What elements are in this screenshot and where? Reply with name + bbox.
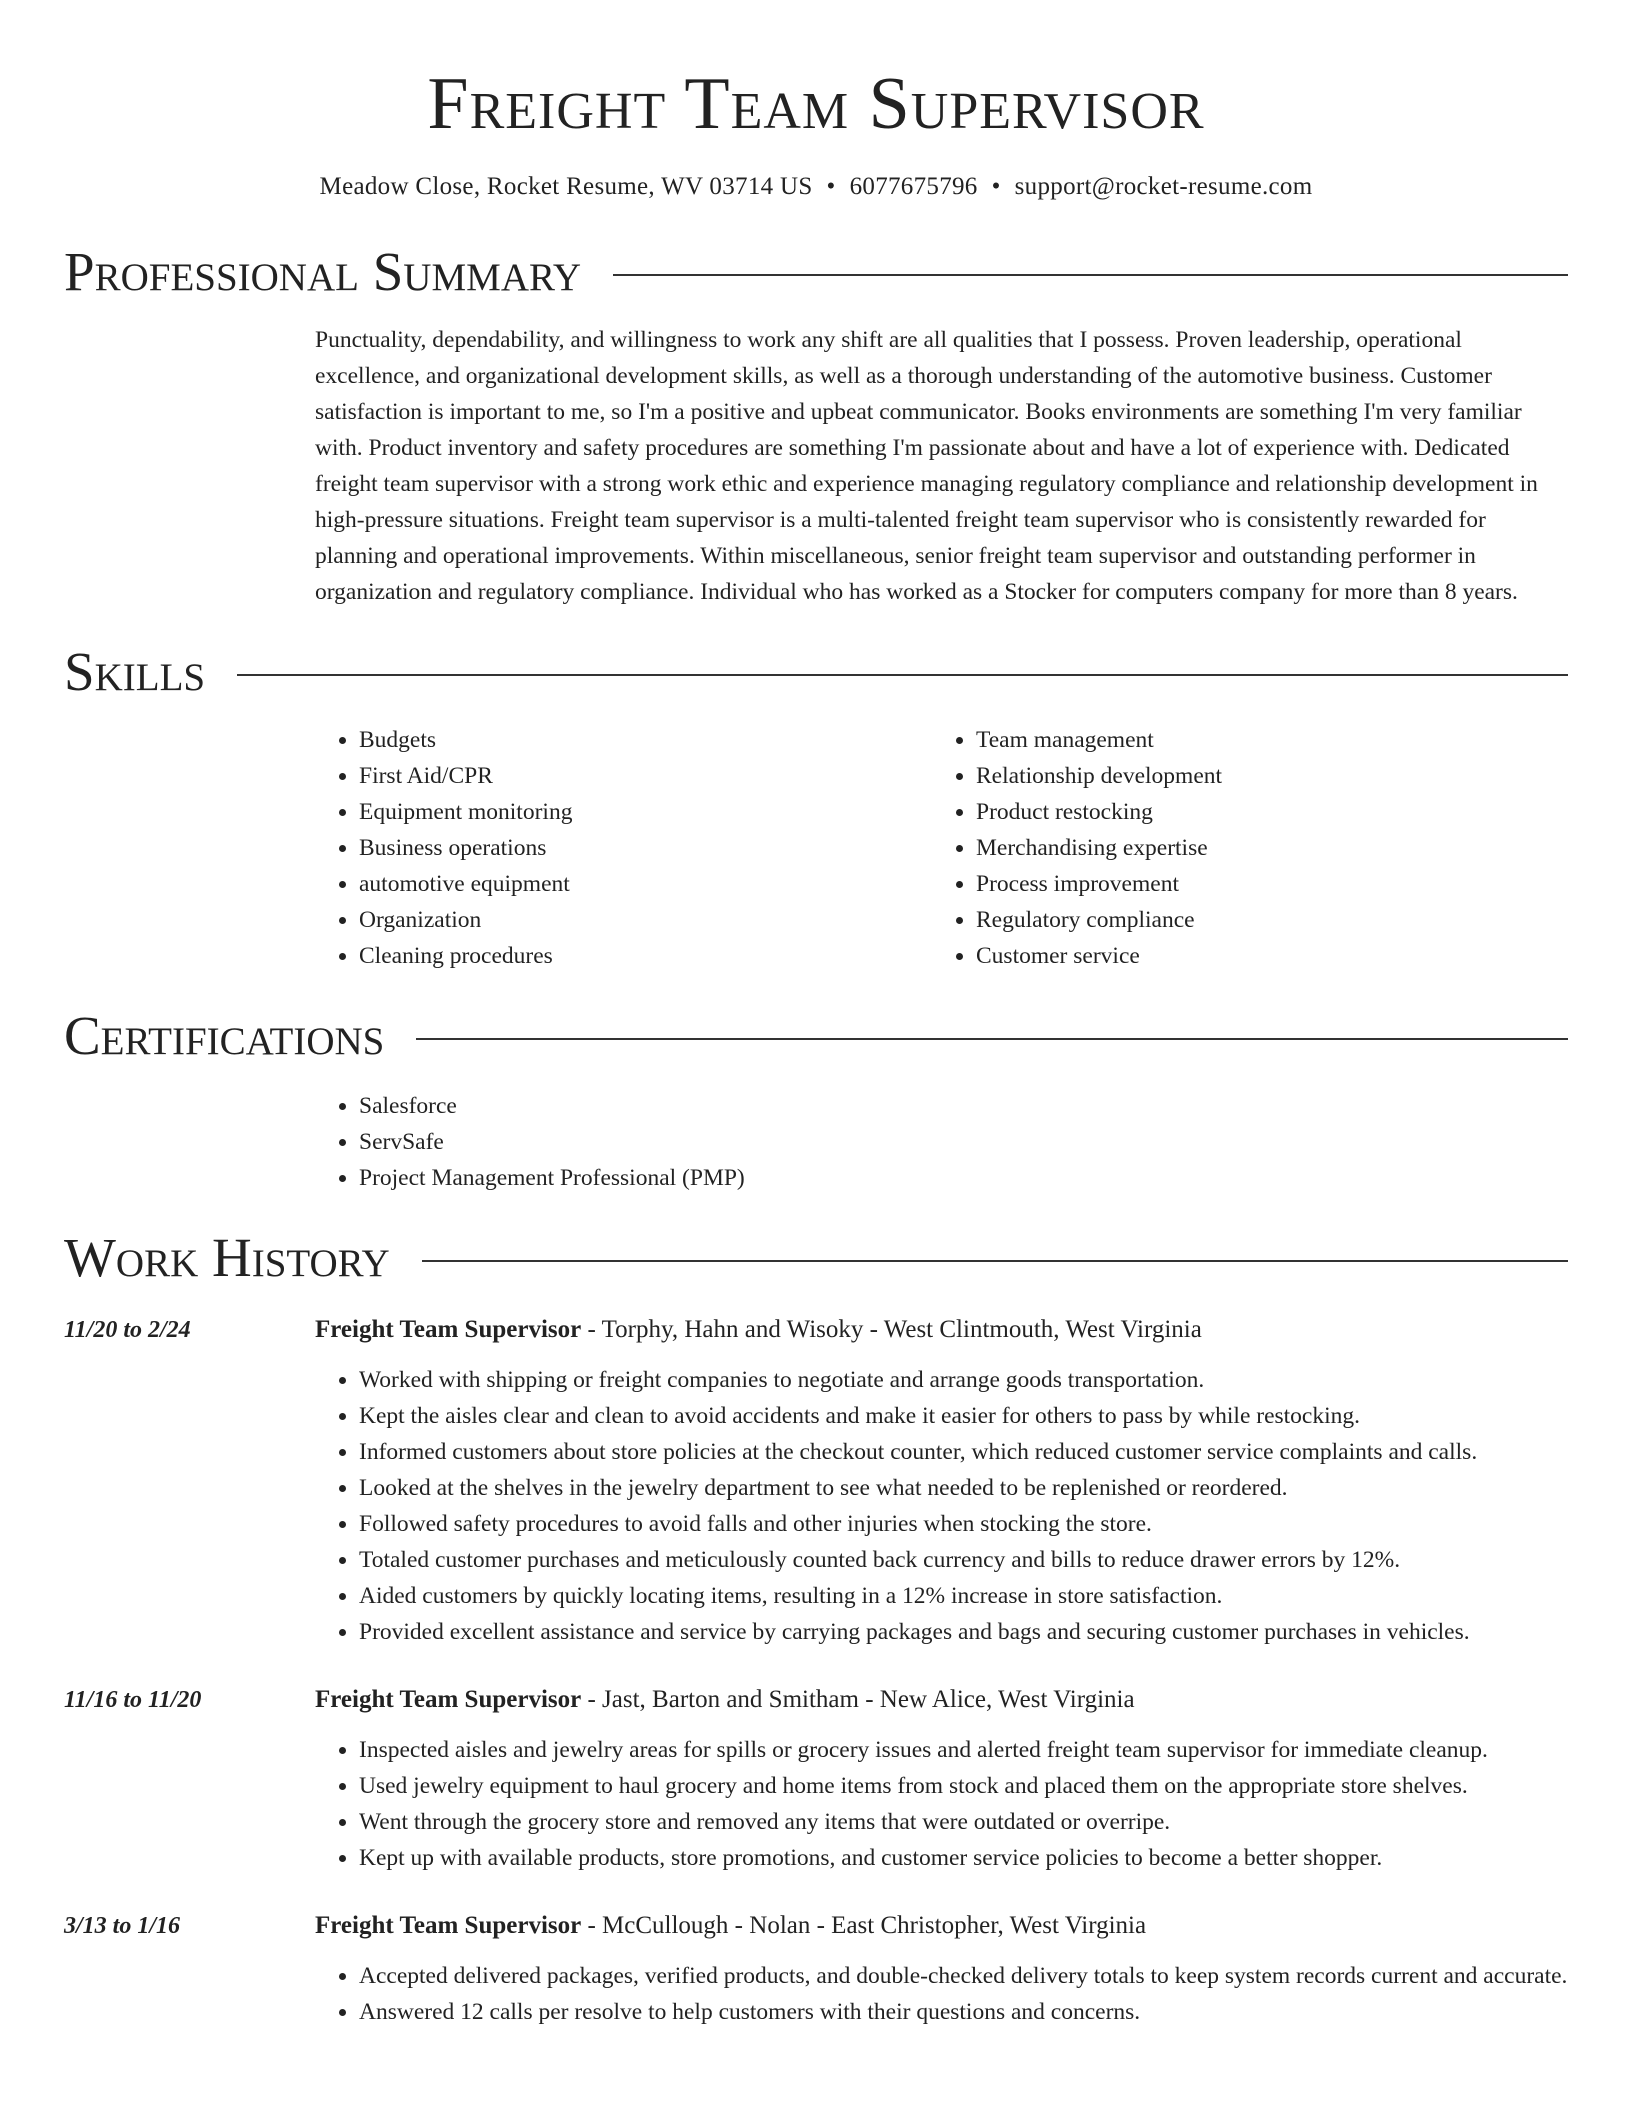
certifications-heading: Certifications <box>64 1005 385 1066</box>
job-bullet: • Kept up with available products, store promotions, and customer service policies to become a better shopper. <box>359 1840 1568 1876</box>
job-title: Freight Team Supervisor <box>315 1686 582 1713</box>
job-heading <box>315 1312 1568 1348</box>
skills-list-right <box>932 722 1549 974</box>
job-heading <box>315 1908 1568 1944</box>
skill-item: • Customer service <box>976 938 1549 974</box>
certifications-block <box>315 1088 1568 1196</box>
skill-item: • Product restocking <box>976 794 1549 830</box>
job-body <box>315 1908 1568 2030</box>
job-bullet: • Inspected aisles and jewelry areas for spills or grocery issues and alerted freight team supervisor for immediate cleanup. <box>359 1732 1568 1768</box>
contact-phone: 6077675796 <box>849 173 978 200</box>
work-section-header <box>64 1226 1568 1290</box>
job-bullet: • Provided excellent assistance and service by carrying packages and bags and securing customer purchases in vehicles. <box>359 1614 1568 1650</box>
summary-heading: Professional Summary <box>64 241 582 302</box>
job-bullet: • Kept the aisles clear and clean to avoid accidents and make it easier for others to pass by while restocking. <box>359 1398 1568 1434</box>
job-body <box>315 1312 1568 1650</box>
skill-item: • Regulatory compliance <box>976 902 1549 938</box>
contact-separator: • <box>826 173 836 200</box>
job-bullet: • Followed safety procedures to avoid falls and other injuries when stocking the store. <box>359 1506 1568 1542</box>
job-bullet: • Went through the grocery store and removed any items that were outdated or overripe. <box>359 1804 1568 1840</box>
job-bullet: • Looked at the shelves in the jewelry department to see what needed to be replenished or reordered. <box>359 1470 1568 1506</box>
work-heading: Work History <box>64 1227 390 1288</box>
job-entry <box>64 1312 1568 1650</box>
skill-item: • Equipment monitoring <box>359 794 932 830</box>
job-dates: 3/13 to 1/16 <box>64 1913 181 1939</box>
job-bullet: • Totaled customer purchases and meticulously counted back currency and bills to reduce drawer errors by 12%. <box>359 1542 1568 1578</box>
job-bullet-list <box>315 1958 1568 2030</box>
job-employer-location: - Jast, Barton and Smitham - New Alice, West Virginia <box>581 1686 1135 1713</box>
summary-section-header <box>64 240 1568 304</box>
summary-paragraph: Punctuality, dependability, and willingness to work any shift are all qualities that I possess. Proven leadership, operational excellence, and organizational development skills, as well as a thorough understanding of the automotive business. Customer satisfaction is important to me, so I'm a positive and upbeat communicator. Books environments are something I'm very familiar with. Product inventory and safety procedures are something I'm passionate about and have a lot of experience with. Dedicated freight team supervisor with a strong work ethic and experience managing regulatory compliance and relationship development in high-pressure situations. Freight team supervisor is a multi-talented freight team supervisor who is consistently rewarded for planning and operational improvements. Within miscellaneous, senior freight team supervisor and outstanding performer in organization and regulatory compliance. Individual who has worked as a Stocker for computers company for more than 8 years. <box>315 327 1538 605</box>
skill-item: • Organization <box>359 902 932 938</box>
skill-item: • Business operations <box>359 830 932 866</box>
skill-item: • Process improvement <box>976 866 1549 902</box>
skill-item: • Merchandising expertise <box>976 830 1549 866</box>
skills-list-left <box>315 722 932 974</box>
section-divider <box>237 674 1568 676</box>
job-dates: 11/16 to 11/20 <box>64 1687 202 1713</box>
job-bullet: • Worked with shipping or freight companies to negotiate and arrange goods transportation. <box>359 1362 1568 1398</box>
job-employer-location: - McCullough - Nolan - East Christopher, West Virginia <box>581 1912 1147 1939</box>
contact-address: Meadow Close, Rocket Resume, WV 03714 US <box>319 173 813 200</box>
skills-grid <box>315 722 1568 974</box>
certification-item: • Project Management Professional (PMP) <box>359 1160 1568 1196</box>
certifications-section-header <box>64 1004 1568 1068</box>
skills-heading: Skills <box>64 641 206 702</box>
resume-page <box>64 0 1568 2030</box>
job-employer-location: - Torphy, Hahn and Wisoky - West Clintmouth, West Virginia <box>581 1316 1202 1343</box>
skill-item: • Cleaning procedures <box>359 938 932 974</box>
job-bullet-list <box>315 1362 1568 1650</box>
skill-item: • automotive equipment <box>359 866 932 902</box>
contact-line <box>64 170 1568 204</box>
job-heading <box>315 1682 1568 1718</box>
job-entry <box>64 1682 1568 1876</box>
job-bullet: • Aided customers by quickly locating items, resulting in a 12% increase in store satisfaction. <box>359 1578 1568 1614</box>
job-body <box>315 1682 1568 1876</box>
certification-item: • ServSafe <box>359 1124 1568 1160</box>
skill-item: • Team management <box>976 722 1549 758</box>
resume-name: Freight Team Supervisor <box>427 63 1205 145</box>
contact-email: support@rocket-resume.com <box>1014 173 1313 200</box>
skill-item: • Budgets <box>359 722 932 758</box>
job-title: Freight Team Supervisor <box>315 1316 582 1343</box>
job-bullet: • Accepted delivered packages, verified products, and double-checked delivery totals to keep system records current and accurate. <box>359 1958 1568 1994</box>
job-bullet: • Answered 12 calls per resolve to help customers with their questions and concerns. <box>359 1994 1568 2030</box>
section-divider <box>416 1038 1568 1040</box>
skills-section-header <box>64 640 1568 704</box>
section-divider <box>613 274 1568 276</box>
certifications-list <box>315 1088 1568 1196</box>
job-title: Freight Team Supervisor <box>315 1912 582 1939</box>
job-bullet: • Informed customers about store policies at the checkout counter, which reduced customer service complaints and calls. <box>359 1434 1568 1470</box>
contact-separator: • <box>991 173 1001 200</box>
certification-item: • Salesforce <box>359 1088 1568 1124</box>
section-divider <box>422 1260 1568 1262</box>
job-entry <box>64 1908 1568 2030</box>
skill-item: • Relationship development <box>976 758 1549 794</box>
job-dates: 11/20 to 2/24 <box>64 1317 191 1343</box>
skill-item: • First Aid/CPR <box>359 758 932 794</box>
job-bullet-list <box>315 1732 1568 1876</box>
job-bullet: • Used jewelry equipment to haul grocery and home items from stock and placed them on the appropriate store shelves. <box>359 1768 1568 1804</box>
